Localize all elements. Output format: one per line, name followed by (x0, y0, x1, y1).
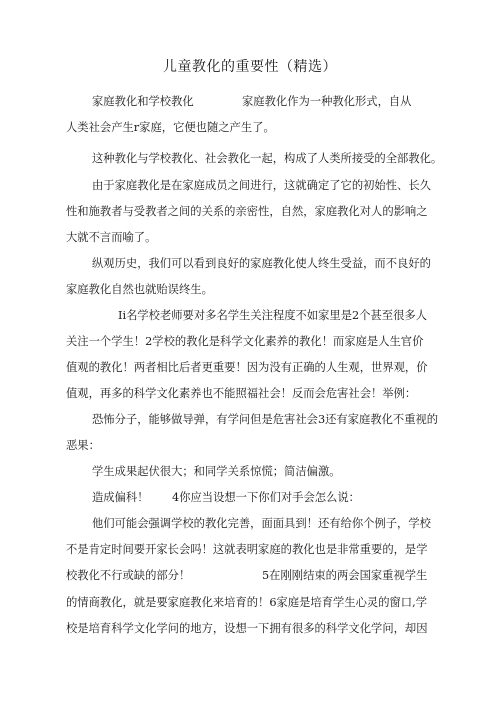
text-line: 值观，再多的科学文化素养也不能照福社会！反而会危害社会！举例： (66, 387, 417, 400)
text-line: 性和施教者与受教者之间的关系的亲密性，自然，家庭教化对人的影响之 (66, 205, 428, 218)
text-line: 关注一个学生！2学校的教化是科学文化素养的教化！而家庭是人生官价 (66, 335, 424, 348)
text-line: 家庭教化自然也就贻误终生。 (66, 283, 213, 296)
text-line: 校教化不行或缺的部分！ (66, 569, 191, 582)
text-line: 5在刚刚结束的两会国家重视学生 (262, 569, 428, 582)
text-line: 学生成果起伏很大；和同学关系惊慌；简洁偏激。 (92, 465, 341, 478)
text-line: 大就不言而喻了。 (66, 231, 157, 244)
text-line: 不是肯定时间要开家长会吗！这就表明家庭的教化也是非常重要的，是学 (66, 543, 428, 556)
text-line: 由于家庭教化是在家庭成员之间进行，这就确定了它的初始性、长久 (92, 179, 431, 192)
text-line: 恐怖分子，能够做导弹，有学问但是危害社会3还有家庭教化不重视的 (92, 413, 439, 426)
text-line: 4你应当设想一下你们对手会怎么说： (172, 491, 360, 504)
text-line: 值观的教化！两者相比后者更重要！因为没有正确的人生观，世界观，价 (66, 361, 428, 374)
text-line: 纵观历史，我们可以看到良好的家庭教化使人终生受益，而不良好的 (92, 257, 431, 270)
text-line: 家庭教化作为一种教化形式，自从 (242, 95, 412, 108)
document-title: 儿童教化的重要性（精选） (163, 59, 337, 75)
text-line: 校是培育科学文化学问的地方，设想一下拥有很多的科学文化学问，却因 (66, 622, 428, 635)
text-line: 的情商教化，就是要家庭教化来培育的！6家庭是培育学生心灵的窗口,学 (66, 596, 427, 609)
text-line: Ii名学校老师要对多名学生关注程度不如家里是2个甚至很多人 (118, 309, 427, 322)
text-line: 恶果： (66, 439, 100, 452)
text-line: 他们可能会强调学校的教化完善，面面具到！还有给你个例子，学校 (92, 517, 431, 530)
text-line: 人类社会产生r家庭，它便也随之产生了。 (66, 121, 275, 134)
text-line: 造成偏科！ (92, 491, 149, 504)
text-line: 这种教化与学校教化、社会教化一起，构成了人类所接受的全部教化。 (92, 152, 443, 165)
text-line: 家庭教化和学校教化 (92, 95, 194, 108)
